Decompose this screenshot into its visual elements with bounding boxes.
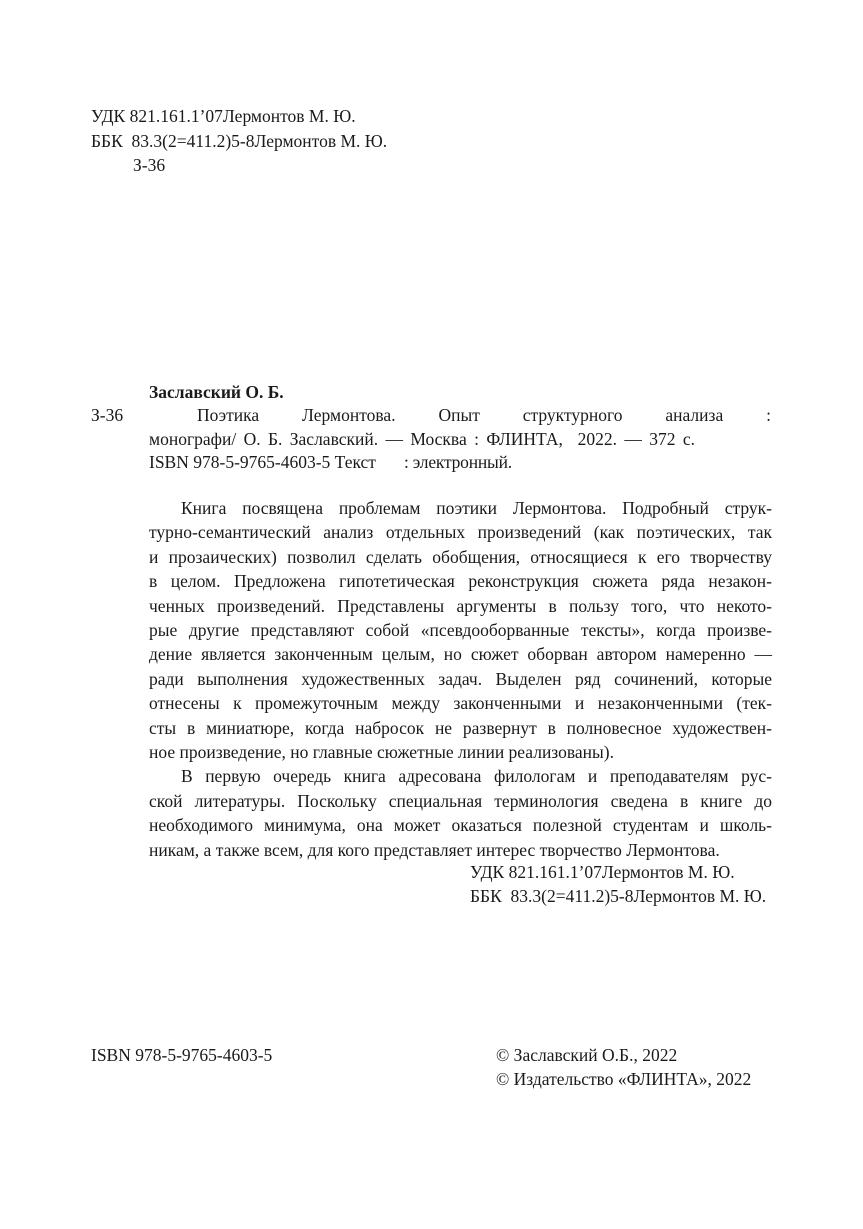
abstract-line: ченных произведений. Представлены аргументы в пользу того, что некото- xyxy=(149,595,772,616)
top-bbk-line: ББК 83.3(2=411.2)5-8Лермонтов М. Ю. xyxy=(91,131,388,151)
record-title-line xyxy=(149,405,771,426)
abstract-paragraph-2 xyxy=(149,764,772,862)
record-publication-line: монографи/ О. Б. Заславский. — Москва : ФЛИНТА, 2022. — 372 с. xyxy=(149,429,695,449)
title-word: анализа xyxy=(665,405,724,425)
abstract-line: ради выполнения художественных задач. Выделен ряд сочинений, которые xyxy=(149,668,772,689)
abstract-line: отнесены к промежуточным между законченными и незаконченными (тек- xyxy=(149,693,772,714)
abstract-line: дение является законченным целым, но сюжет оборван автором намеренно — xyxy=(149,644,772,665)
record-format: : электронный. xyxy=(403,452,512,472)
record-author-code: З-36 xyxy=(91,405,124,425)
abstract-paragraph-1 xyxy=(149,496,772,764)
abstract xyxy=(149,496,772,862)
title-word: Опыт xyxy=(438,405,480,425)
abstract-line: ской литературы. Поскольку специальная терминология сведена в книге до xyxy=(149,790,772,811)
record-author: Заславский О. Б. xyxy=(149,382,284,402)
abstract-line: турно-семантический анализ отдельных произведений (как поэтических, так xyxy=(149,522,772,543)
top-author-code: З-36 xyxy=(133,155,166,175)
abstract-line: никам, а также всем, для кого представляет интерес творчество Лермонтова. xyxy=(149,839,720,860)
bottom-udk-line: УДК 821.161.1’07Лермонтов М. Ю. xyxy=(470,862,735,882)
abstract-line: и прозаических) позволил сделать обобщения, относящиеся к его творчеству xyxy=(149,546,772,567)
abstract-line: в целом. Предложена гипотетическая реконструкция сюжета ряда незакон- xyxy=(149,571,772,592)
record-isbn: ISBN 978-5-9765-4603-5 Текст xyxy=(149,452,376,472)
record-isbn-line xyxy=(149,452,512,473)
abstract-line: Книга посвящена проблемам поэтики Лермонтова. Подробный струк- xyxy=(181,498,772,518)
top-udk-line: УДК 821.161.1’07Лермонтов М. Ю. xyxy=(91,106,356,126)
abstract-line: ное произведение, но главные сюжетные линии реализованы). xyxy=(149,742,614,763)
title-word: Поэтика xyxy=(197,405,260,425)
title-word: Лермонтова. xyxy=(302,405,396,425)
abstract-line: необходимого минимума, она может оказаться полезной студентам и школь- xyxy=(149,815,772,836)
abstract-line: В первую очередь книга адресована филологам и преподавателям рус- xyxy=(181,766,772,787)
copyright-author: © Заславский О.Б., 2022 xyxy=(496,1045,678,1065)
title-word: : xyxy=(766,405,771,425)
abstract-line: рые другие представляют собой «псевдооборванные тексты», когда произве- xyxy=(149,620,772,641)
abstract-line: сты в миниатюре, когда набросок не развернут в полновесное художествен- xyxy=(149,717,772,738)
copyright-publisher: © Издательство «ФЛИНТА», 2022 xyxy=(496,1069,752,1089)
footer-isbn: ISBN 978-5-9765-4603-5 xyxy=(91,1045,273,1065)
bottom-bbk-line: ББК 83.3(2=411.2)5-8Лермонтов М. Ю. xyxy=(470,886,767,906)
title-word: структурного xyxy=(522,405,623,425)
